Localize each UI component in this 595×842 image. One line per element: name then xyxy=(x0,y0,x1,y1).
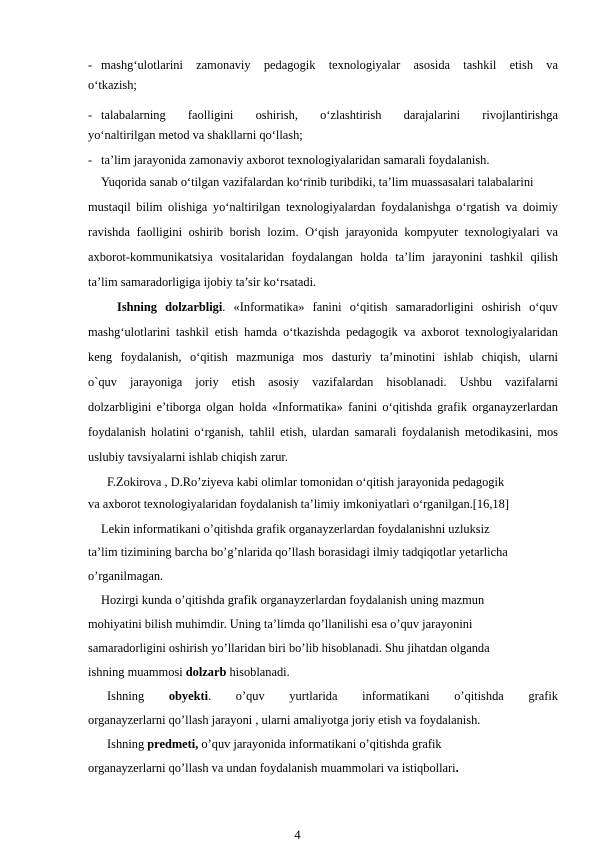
paragraph-2-line-3: keng foydalanish, o‘qitish mazmuniga mos dasturiy ta’minotini ishlab chiqish, ularni xyxy=(88,350,558,364)
bullet-marker: - xyxy=(88,108,93,122)
object-heading: obyekti xyxy=(168,689,209,703)
paragraph-7-end-period: . xyxy=(455,761,459,775)
paragraph-2-line-5: dolzarbligini e’tiborga olgan holda «Informatika» fanini o‘qitishda grafik organayzerlardan xyxy=(88,400,558,414)
paragraph-1-line-4: axborot-kommunikatsiya vositalaridan foydalangan holda ta’lim jarayonini tashkil qilish xyxy=(88,250,558,264)
paragraph-7-prefix: Ishning xyxy=(107,737,148,751)
paragraph-4-line-3: o’rganilmagan. xyxy=(88,569,164,583)
paragraph-5-line-4-suffix: hisoblanadi. xyxy=(226,665,290,679)
paragraph-1-line-2: mustaqil bilim olishiga yo‘naltirilgan texnologiyalardan foydalanishga o‘rgatish va doimiy xyxy=(88,200,558,214)
paragraph-1-line-3: ravishda faolligini oshirib borish lozim. O‘qish jarayonida kompyuter texnologiyalari va xyxy=(88,225,558,239)
paragraph-5-line-1: Hozirgi kunda o’qitishda grafik organayzerlardan foydalanish uning mazmun xyxy=(101,593,485,607)
paragraph-2-line-1 xyxy=(117,300,558,315)
paragraph-2-line-7: uslubiy tavsiyalarni ishlab chiqish zarur. xyxy=(88,450,288,464)
paragraph-5-line-4 xyxy=(88,665,558,680)
paragraph-7-line-2-text: organayzerlarni qo’llash va undan foydalanish muammolari va istiqbollari xyxy=(88,761,456,775)
paragraph-7-line-1 xyxy=(107,737,558,752)
paragraph-5-line-4-prefix: ishning muammosi xyxy=(88,665,186,679)
bullet-1-line-1: mashg‘ulotlarini zamonaviy pedagogik texnologiyalar asosida tashkil etish va xyxy=(101,58,558,72)
bullet-1-line-2: o‘tkazish; xyxy=(88,78,137,92)
relevance-word: dolzarb xyxy=(185,665,227,679)
paragraph-1-line-5: ta’lim samaradorligiga ijobiy ta’sir ko‘rsatadi. xyxy=(88,275,317,289)
bullet-3-line-1: ta’lim jarayonida zamonaviy axborot texnologiyalaridan samarali foydalanish. xyxy=(101,153,490,167)
paragraph-2-line-4: o`quv jarayoniga joriy etish asosiy vazifalardan hisoblanadi. Ushbu vazifalarni xyxy=(88,375,558,389)
paragraph-7-line-2 xyxy=(88,761,558,776)
paragraph-7-line-1-text: o’quv jarayonida informatikani o’qitishda grafik xyxy=(198,737,442,751)
paragraph-3-line-2: va axborot texnologiyalaridan foydalanish ta’limiy imkoniyatlari o‘rganilgan.[16,18] xyxy=(88,497,509,511)
page-number: 4 xyxy=(294,828,301,842)
paragraph-6-line-1-text: . o’quv yurtlarida informatikani o’qitishda grafik xyxy=(208,689,558,703)
paragraph-1-line-1: Yuqorida sanab o‘tilgan vazifalardan ko‘rinib turibdiki, ta’lim muassasalari talabalarini xyxy=(101,175,534,189)
bullet-marker: - xyxy=(88,153,93,167)
paragraph-2-line-2: mashg‘ulotlarini tashkil etish hamda o‘tkazishda pedagogik va axborot texnologiyalaridan xyxy=(88,325,558,339)
paragraph-4-line-1: Lekin informatikani o’qitishda grafik organayzerlardan foydalanishni uzluksiz xyxy=(101,522,490,536)
relevance-heading: Ishning dolzarbligi xyxy=(117,300,223,314)
paragraph-3-line-1: F.Zokirova , D.Ro’ziyeva kabi olimlar tomonidan o‘qitish jarayonida pedagogik xyxy=(107,475,505,489)
paragraph-5-line-3: samaradorligini oshirish yo’llaridan biri bo’lib hisoblanadi. Shu jihatdan olganda xyxy=(88,641,490,655)
paragraph-5-line-2: mohiyatini bilish muhimdir. Uning ta’limda qo’llanilishi esa o’quv jarayonini xyxy=(88,617,473,631)
subject-heading: predmeti, xyxy=(147,737,199,751)
paragraph-6-line-2: organayzerlarni qo’llash jarayoni , ularni amaliyotga joriy etish va foydalanish. xyxy=(88,713,481,727)
paragraph-6-line-1 xyxy=(107,689,558,704)
paragraph-2-line-1-text: . «Informatika» fanini o‘qitish samaradorligini oshirish o‘quv xyxy=(222,300,558,314)
paragraph-6-prefix: Ishning xyxy=(107,689,169,703)
bullet-marker: - xyxy=(88,58,93,72)
paragraph-2-line-6: foydalanish holatini o‘rganish, tahlil etish, ulardan samarali foydalanish metodikasini, mos xyxy=(88,425,558,439)
bullet-2-line-1: talabalarning faolligini oshirish, o‘zlashtirish darajalarini rivojlantirishga xyxy=(101,108,558,122)
paragraph-4-line-2: ta’lim tizimining barcha bo’g’nlarida qo’llash borasidagi ilmiy tadqiqotlar yetarlicha xyxy=(88,545,508,559)
bullet-2-line-2: yo‘naltirilgan metod va shakllarni qo‘llash; xyxy=(88,128,303,142)
